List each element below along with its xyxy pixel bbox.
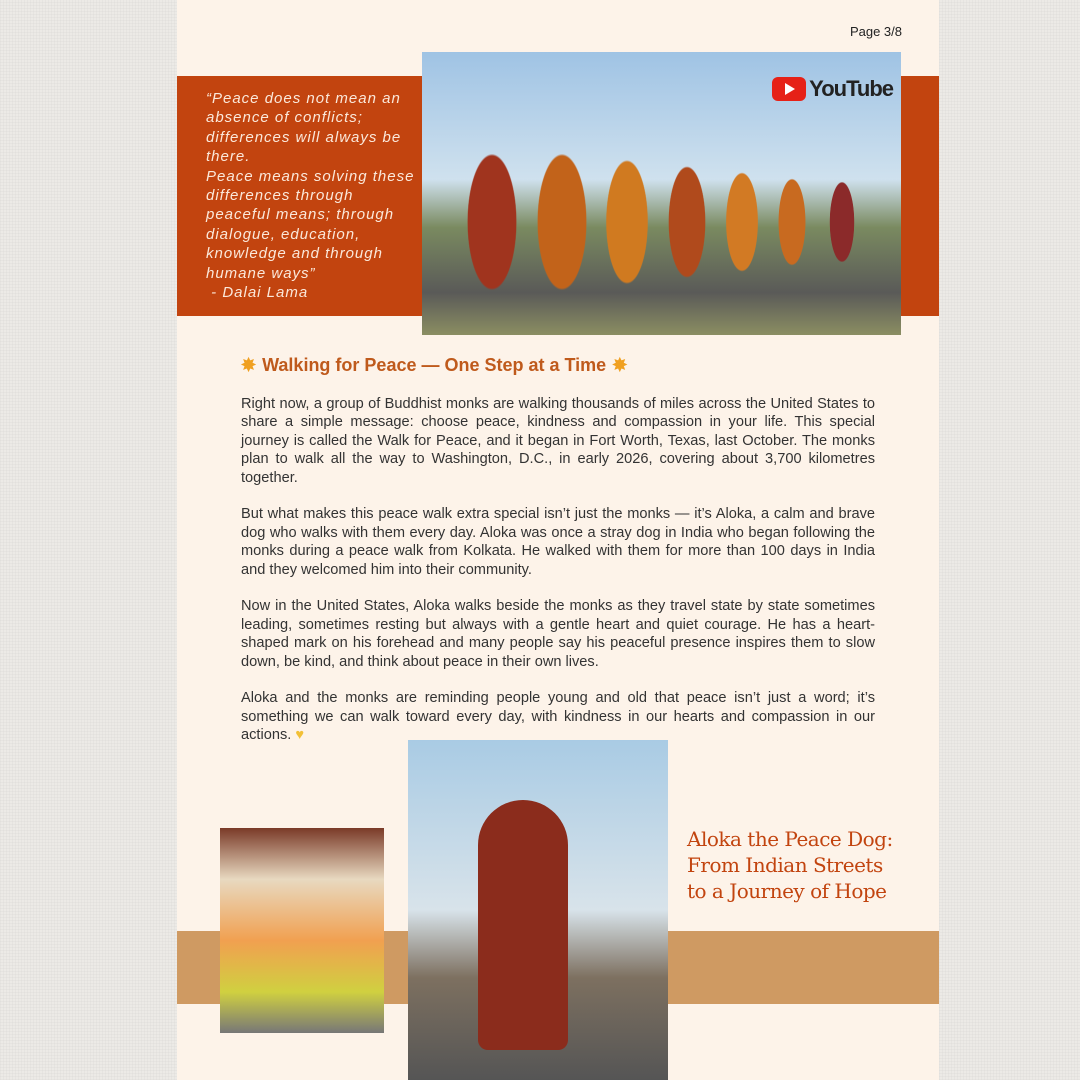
- monks-illustration: [452, 112, 872, 312]
- quote-author: - Dalai Lama: [206, 284, 309, 302]
- quote: [206, 89, 416, 302]
- subtitle: [687, 826, 893, 904]
- paragraph: Now in the United States, Aloka walks beside the monks as they travel state by state sometimes leading, sometimes resting but always with a gentle heart and quiet courage. He has a heart-shaped mark on his forehead and many people say his peaceful presence inspires them to slow down, be kind, and think about peace in their own lives.: [241, 598, 875, 670]
- youtube-label: YouTube: [809, 76, 893, 101]
- article-body: [241, 395, 875, 763]
- quote-line: Peace means solving these differences through peaceful means; through dialogue, education, knowledge and through humane ways”: [206, 167, 415, 282]
- page-number: Page 3/8: [849, 24, 902, 39]
- monk-with-dog-photo: [408, 740, 668, 1080]
- star-icon: ✸: [241, 355, 257, 375]
- paragraph: Right now, a group of Buddhist monks are walking thousands of miles across the United States to share a simple message: choose peace, kindness and compassion in your life. This special journey is called the Walk for Peace, and it began in Fort Worth, Texas, last October. The monks plan to walk all the way to Washington, D.C., in early 2026, covering about 3,700 kilometres together.: [241, 396, 875, 486]
- subtitle-line: to a Journey of Hope: [687, 879, 887, 903]
- youtube-play-icon: [772, 77, 806, 101]
- paragraph: [241, 689, 875, 744]
- heading-text: Walking for Peace — One Step at a Time: [262, 355, 607, 375]
- page: [177, 0, 939, 1080]
- paragraph: But what makes this peace walk extra special isn’t just the monks — it’s Aloka, a calm and brave dog who walks with them every day. Aloka was once a stray dog in India who began following the monks during a peace walk from Kolkata. He walked with them for more than 100 days in India and they welcomed him into their community.: [241, 506, 875, 578]
- subtitle-line: Aloka the Peace Dog:: [687, 827, 893, 851]
- subtitle-line: From Indian Streets: [687, 853, 883, 877]
- yellow-heart-icon: ♥: [295, 727, 305, 744]
- youtube-logo: [772, 76, 893, 102]
- star-icon: ✸: [612, 355, 628, 375]
- quote-line: “Peace does not mean an absence of conflicts; differences will always be there.: [206, 90, 402, 166]
- monks-walking-photo: [422, 52, 901, 335]
- article-heading: [241, 355, 627, 376]
- aloka-dog-photo: [220, 828, 384, 1033]
- paragraph-text: Aloka and the monks are reminding people young and old that peace isn’t just a word; it’s something we can walk toward every day, with kindness in our hearts and compassion in our actions.: [241, 690, 875, 744]
